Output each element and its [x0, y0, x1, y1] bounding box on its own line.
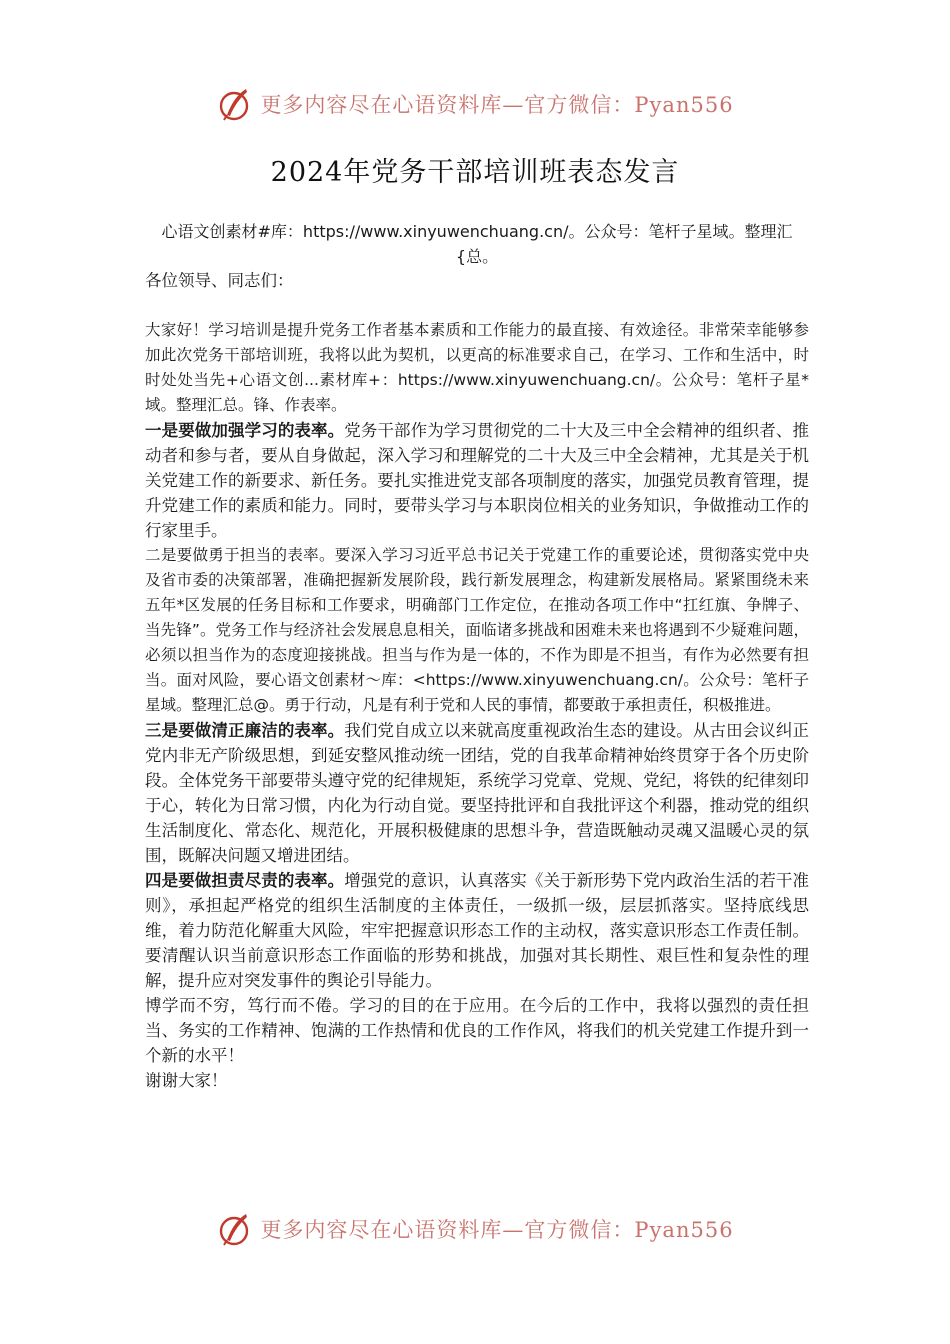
document-title: 2024年党务干部培训班表态发言 [270, 157, 680, 188]
intro-paragraph: 大家好！学习培训是提升党务工作者基本素质和工作能力的最直接、有效途径。非常荣幸能够参加此次党务干部培训班，我将以此为契机，以更高的标准要求自己，在学习、工作和生活中，时时处处当先+心语文创...素材库+：https://www.xinyuwenchuang.cn/。公众号：笔杆子星*域。整理汇总。锋、作表率。 [145, 321, 809, 414]
greeting: 各位领导、同志们： [145, 271, 294, 290]
footer-banner [0, 1207, 950, 1251]
point-4-text: 增强党的意识，认真落实《关于新形势下党内政治生活的若干准则》，承担起严格党的组织生活制度的主体责任，一级抓一级，层层抓落实。坚持底线思维，着力防范化解重大风险，牢牢把握意识形态工作的主动权，落实意识形态工作责任制。要清醒认识当前意识形态工作面临的形势和挑战，加强对其长期性、艰巨性和复杂性的理解，提升应对突发事件的舆论引导能力。 [145, 871, 810, 990]
quill-pen-logo-icon [216, 1211, 252, 1247]
conclusion-paragraph: 博学而不穷，笃行而不倦。学习的目的在于应用。在今后的工作中，我将以强烈的责任担当、务实的工作精神、饱满的工作热情和优良的工作作风，将我们的机关党建工作提升到一个新的水平！ [145, 996, 809, 1065]
banner-text: 更多内容尽在心语资料库—官方微信：Pyan556 [260, 1218, 734, 1242]
closing-line: 谢谢大家！ [145, 1071, 228, 1090]
point-1-text: 党务干部作为学习贯彻党的二十大及三中全会精神的组织者、推动者和参与者，要从自身做起，深入学习和理解党的二十大及三中全会精神，尤其是关于机关党建工作的新要求、新任务。要扎实推进党支部各项制度的落实，加强党员教育管理，提升党建工作的素质和能力。同时，要带头学习与本职岗位相关的业务知识，争做推动工作的行家里手。 [145, 421, 810, 540]
point-3-text: 我们党自成立以来就高度重视政治生态的建设。从古田会议纠正党内非无产阶级思想，到延安整风推动统一团结，党的自我革命精神始终贯穿于各个历史阶段。全体党务干部要带头遵守党的纪律规矩，系统学习党章、党规、党纪，将铁的纪律刻印于心，转化为日常习惯，内化为行动自觉。要坚持批评和自我批评这个利器，推动党的组织生活制度化、常态化、规范化，开展积极健康的思想斗争，营造既触动灵魂又温暖心灵的氛围，既解决问题又增进团结。 [145, 721, 810, 865]
point-4-heading: 四是要做担责尽责的表率。 [145, 871, 345, 890]
quill-pen-logo-icon [216, 86, 252, 122]
point-2-paragraph: 二是要做勇于担当的表率。要深入学习习近平总书记关于党建工作的重要论述，贯彻落实党中央及省市委的决策部署，准确把握新发展阶段，践行新发展理念，构建新发展格局。紧紧围绕未来五年*区发展的任务目标和工作要求，明确部门工作定位，在推动各项工作中“扛红旗、争牌子、当先锋”。党务工作与经济社会发展息息相关，面临诸多挑战和困难未来也将遇到不少疑难问题，必须以担当作为的态度迎接挑战。担当与作为是一体的，不作为即是不担当，有作为必然要有担当。面对风险，要心语文创素材～库：<https://www.xinyuwenchuang.cn/。公众号：笔杆子星域。整理汇总@。勇于行动，凡是有利于党和人民的事情，都要敢于承担责任，积极推进。 [145, 546, 809, 714]
banner-text: 更多内容尽在心语资料库—官方微信：Pyan556 [260, 93, 734, 117]
point-4-paragraph [145, 868, 809, 993]
source-note: 心语文创素材#库：https://www.xinyuwenchuang.cn/。公众号：笔杆子星域。整理汇{总。 [161, 222, 793, 266]
document-body [145, 268, 809, 1093]
point-1-paragraph [145, 418, 809, 543]
header-banner [0, 82, 950, 126]
point-3-paragraph [145, 718, 809, 868]
point-1-heading: 一是要做加强学习的表率。 [145, 421, 345, 440]
point-3-heading: 三是要做清正廉洁的表率。 [145, 721, 345, 740]
